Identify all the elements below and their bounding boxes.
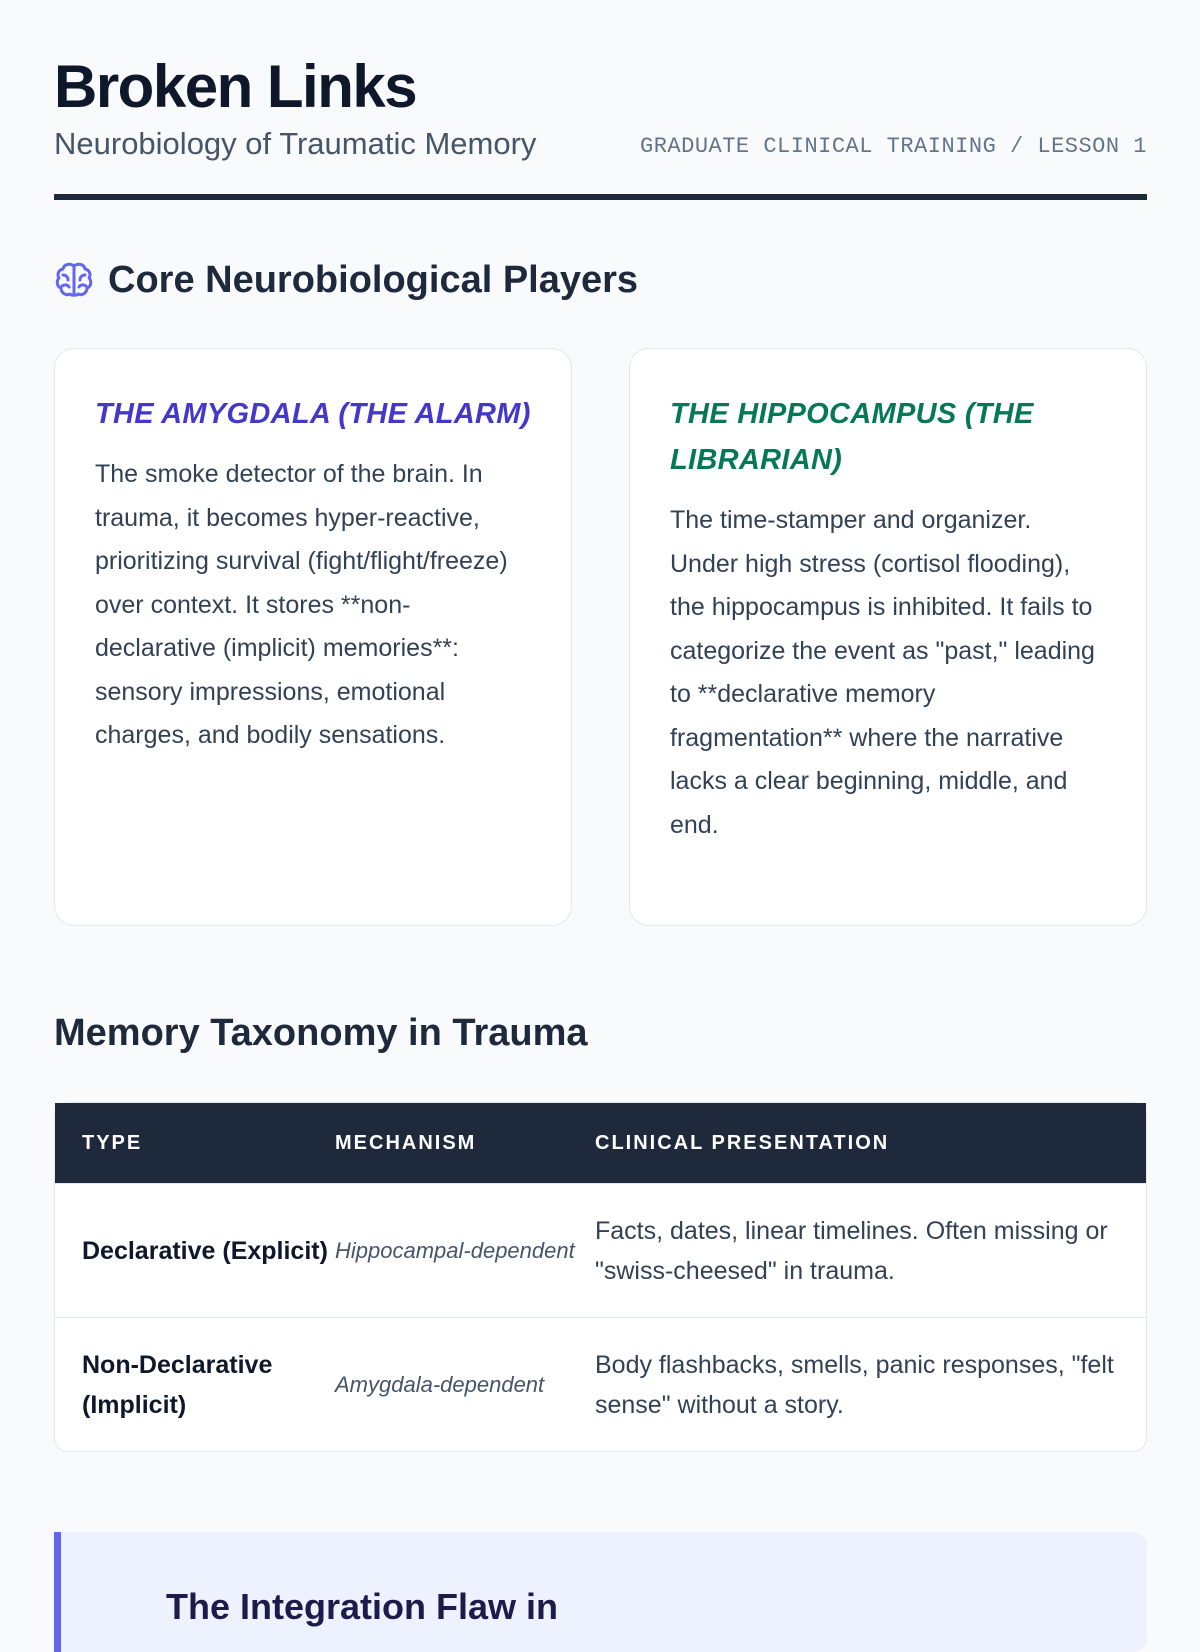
table-header xyxy=(55,1103,1146,1183)
cell-type: Non-Declarative (Implicit) xyxy=(82,1350,273,1419)
card-title: THE HIPPOCAMPUS (THE LIBRARIAN) xyxy=(670,398,1034,476)
page-subtitle: Neurobiology of Traumatic Memory xyxy=(54,126,537,161)
section-heading-players xyxy=(54,255,638,305)
column-header-type: TYPE xyxy=(82,1131,143,1154)
cell-type: Declarative (Explicit) xyxy=(82,1236,328,1265)
cell-mechanism: Hippocampal-dependent xyxy=(335,1238,575,1263)
cell-presentation: Facts, dates, linear timelines. Often missing or "swiss-cheesed" in trauma. xyxy=(595,1216,1108,1285)
brain-icon xyxy=(54,260,94,300)
table-row xyxy=(55,1317,1146,1451)
cell-presentation: Body flashbacks, smells, panic responses, "felt sense" without a story. xyxy=(595,1350,1114,1419)
player-cards xyxy=(54,348,1147,926)
card-title: THE AMYGDALA (THE ALARM) xyxy=(95,398,531,430)
amygdala-card xyxy=(54,348,572,926)
lesson-kicker: GRADUATE CLINICAL TRAINING / LESSON 1 xyxy=(640,134,1147,159)
section-title: Core Neurobiological Players xyxy=(108,259,639,301)
memory-taxonomy-table xyxy=(54,1102,1147,1452)
integration-callout xyxy=(54,1532,1147,1652)
cell-mechanism: Amygdala-dependent xyxy=(335,1372,545,1397)
section-heading-taxonomy: Memory Taxonomy in Trauma xyxy=(54,1012,588,1054)
page-header xyxy=(54,52,1147,161)
header-divider xyxy=(54,194,1147,200)
column-header-mechanism: MECHANISM xyxy=(335,1131,477,1154)
card-body: The time-stamper and organizer. Under high stress (cortisol flooding), the hippocampus is inhibited. It fails to categorize the event as "past," leading to **declarative memory fragmentation** where the narrative lacks a clear beginning, middle, and end. xyxy=(670,506,1095,839)
subtitle-row xyxy=(54,124,1147,164)
callout-title: The Integration Flaw in xyxy=(166,1586,559,1627)
table-row xyxy=(55,1183,1146,1317)
hippocampus-card xyxy=(629,348,1147,926)
card-body: The smoke detector of the brain. In trauma, it becomes hyper-reactive, prioritizing survival (fight/flight/freeze) over context. It stores **non-declarative (implicit) memories**: sensory impressions, emotional charges, and bodily sensations. xyxy=(95,460,508,749)
page-title: Broken Links xyxy=(54,53,417,120)
column-header-presentation: CLINICAL PRESENTATION xyxy=(595,1131,890,1154)
